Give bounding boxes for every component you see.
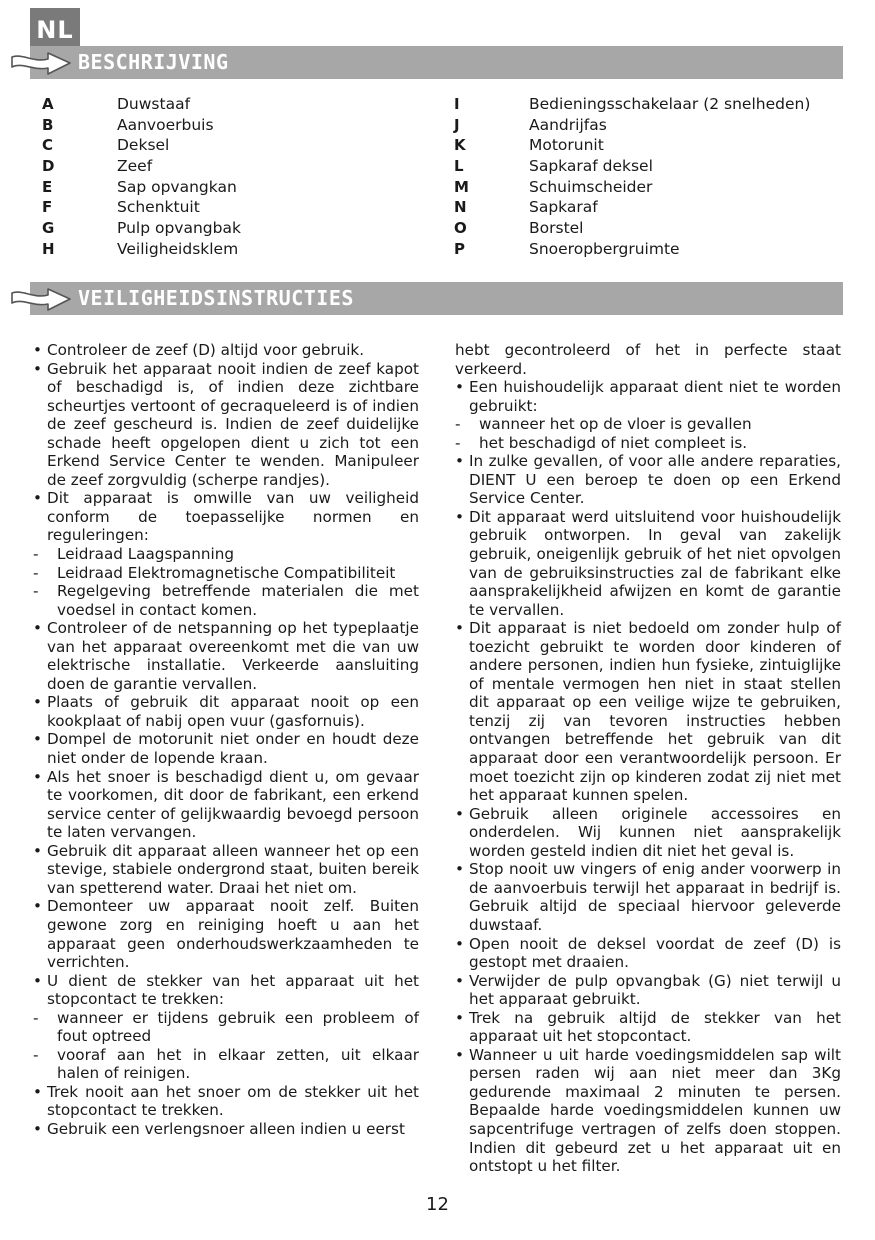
part-letter: D — [42, 157, 55, 176]
list-item: • Dit apparaat is niet bedoeld om zonder hulp of toezicht gebruikt te worden door kinderen of andere personen, indien hun fysieke, zintuiglijke of mentale vermogen hen niet in staat stellen dit apparaat op een veilige wijze te gebruiken, tenzij zij van tevoren instructies hebben ontvangen betreffende het gebruik van dit apparaat door een verantwoordelijk persoon. Er moet toezicht zijn op kinderen zodat zij niet met het apparaat kunnen spelen. — [455, 619, 841, 804]
part-row — [42, 177, 422, 198]
list-item: • Gebruik het apparaat nooit indien de zeef kapot of beschadigd is, of indien deze zichtbare scheurtjes vertoont of gecraqueleerd is of indien de zeef gescheurd is. Indien de zeef duidelijke schade heeft opgelopen dient u zich tot een Erkend Service Center te wenden. Manipuleer de zeef zorgvuldig (scherpe randjes). — [33, 360, 419, 490]
list-item: • Stop nooit uw vingers of enig ander voorwerp in de aanvoerbuis terwijl het apparaat in bedrijf is. Gebruik altijd de speciaal hiervoor geleverde duwstaaf. — [455, 860, 841, 934]
list-item: • Controleer of de netspanning op het typeplaatje van het apparaat overeenkomt met die van uw elektrische installatie. Verkeerde aansluiting doen de garantie vervallen. — [33, 619, 419, 693]
dash-marker: - — [33, 582, 39, 601]
section-title: BESCHRIJVING — [78, 50, 229, 74]
part-name: Motorunit — [529, 136, 604, 155]
part-name: Duwstaaf — [117, 95, 191, 113]
sub-item — [33, 545, 419, 564]
part-row — [454, 239, 844, 260]
part-letter: B — [42, 115, 54, 134]
list-item-continued: hebt gecontroleerd of het in perfecte staat verkeerd. — [455, 341, 841, 378]
part-letter: A — [42, 95, 54, 113]
language-tab: NL — [30, 8, 80, 48]
part-name: Schenktuit — [117, 198, 200, 217]
list-item: • Dompel de motorunit niet onder en houdt deze niet onder de lopende kraan. — [33, 730, 419, 767]
part-name: Snoeropbergruimte — [529, 239, 680, 258]
dash-marker: - — [455, 415, 461, 434]
part-letter: F — [42, 198, 53, 217]
dash-marker: - — [33, 563, 39, 582]
sub-item-text: Regelgeving betreffende materialen die met voedsel in contact komen. — [57, 582, 419, 619]
section-header-description — [30, 46, 843, 79]
list-item: • Als het snoer is beschadigd dient u, om gevaar te voorkomen, dit door de fabrikant, een erkend service center of gelijkwaardig bevoegd persoon te laten vervangen. — [33, 768, 419, 842]
part-letter: C — [42, 136, 54, 155]
sub-item — [33, 1009, 419, 1046]
page-number: 12 — [426, 1194, 449, 1215]
sub-item — [455, 434, 841, 453]
part-row — [42, 218, 422, 239]
sub-item — [33, 564, 419, 583]
part-row — [454, 218, 844, 239]
list-item: • In zulke gevallen, of voor alle andere reparaties, DIENT U een beroep te doen op een Erkend Service Center. — [455, 452, 841, 508]
parts-list-right — [454, 94, 844, 260]
part-row — [42, 197, 422, 218]
sub-item — [33, 582, 419, 619]
sub-item — [455, 415, 841, 434]
part-name: Sap opvangkan — [117, 177, 237, 196]
list-item: • Een huishoudelijk apparaat dient niet te worden gebruikt: — [455, 378, 841, 415]
sub-item-text: wanneer er tijdens gebruik een probleem of fout optreed — [57, 1008, 419, 1046]
sub-item-text: Leidraad Laagspanning — [57, 545, 235, 564]
part-name: Bedieningsschakelaar (2 snelheden) — [529, 95, 811, 113]
sub-item-text: het beschadigd of niet compleet is. — [479, 433, 748, 452]
part-letter: I — [454, 95, 460, 113]
part-letter: J — [454, 115, 460, 134]
list-item: • Dit apparaat is omwille van uw veiligheid conform de toepasselijke normen en reguleringen: — [33, 489, 419, 545]
list-item: • Trek nooit aan het snoer om de stekker uit het stopcontact te trekken. — [33, 1083, 419, 1120]
part-name: Pulp opvangbak — [117, 219, 241, 238]
list-item: • Plaats of gebruik dit apparaat nooit op een kookplaat of nabij open vuur (gasfornuis). — [33, 693, 419, 730]
section-header-safety — [30, 282, 843, 315]
part-name: Borstel — [529, 219, 584, 238]
part-name: Aanvoerbuis — [117, 115, 214, 134]
list-item: • Demonteer uw apparaat nooit zelf. Buiten gewone zorg en reiniging hoeft u aan het apparaat geen onderhoudswerkzaamheden te verrichten. — [33, 897, 419, 971]
dash-marker: - — [33, 1045, 39, 1064]
part-name: Veiligheidsklem — [117, 239, 239, 258]
dash-marker: - — [33, 1008, 39, 1027]
part-row — [42, 239, 422, 260]
part-name: Deksel — [117, 136, 170, 155]
part-name: Schuimscheider — [529, 177, 653, 196]
part-letter: M — [454, 177, 469, 196]
part-name: Zeef — [117, 157, 153, 176]
list-item: • U dient de stekker van het apparaat uit het stopcontact te trekken: — [33, 972, 419, 1009]
part-name: Aandrijfas — [529, 115, 607, 134]
sub-item-text: wanneer het op de vloer is gevallen — [479, 415, 752, 434]
part-letter: N — [454, 198, 467, 217]
parts-list-left — [42, 94, 422, 260]
part-row — [454, 197, 844, 218]
part-letter: G — [42, 219, 55, 238]
part-letter: H — [42, 239, 55, 258]
sub-item-text: vooraf aan het in elkaar zetten, uit elkaar halen of reinigen. — [57, 1045, 419, 1083]
list-item: • Gebruik alleen originele accessoires en onderdelen. Wij kunnen niet aansprakelijk worden gesteld indien dit niet het geval is. — [455, 805, 841, 861]
list-item: • Gebruik dit apparaat alleen wanneer het op een stevige, stabiele ondergrond staat, buiten bereik van spetterend water. Draai het niet om. — [33, 842, 419, 898]
part-row — [454, 115, 844, 136]
arrow-icon — [8, 283, 78, 315]
part-name: Sapkaraf deksel — [529, 157, 653, 176]
part-name: Sapkaraf — [529, 198, 598, 217]
part-row — [42, 94, 422, 115]
list-item: • Open nooit de deksel voordat de zeef (D) is gestopt met draaien. — [455, 935, 841, 972]
arrow-icon — [8, 47, 78, 79]
part-row — [454, 94, 844, 115]
safety-column-left — [33, 341, 419, 1139]
part-row — [42, 115, 422, 136]
list-item: • Controleer de zeef (D) altijd voor gebruik. — [33, 341, 419, 360]
section-title: VEILIGHEIDSINSTRUCTIES — [78, 286, 354, 310]
sub-item — [33, 1046, 419, 1083]
list-item: • Verwijder de pulp opvangbak (G) niet terwijl u het apparaat gebruikt. — [455, 972, 841, 1009]
sub-item-text: Leidraad Elektromagnetische Compatibiliteit — [57, 563, 396, 582]
safety-column-right — [455, 341, 841, 1176]
part-letter: K — [454, 136, 466, 155]
part-letter: P — [454, 239, 465, 258]
part-letter: E — [42, 177, 53, 196]
list-item: • Trek na gebruik altijd de stekker van het apparaat uit het stopcontact. — [455, 1009, 841, 1046]
part-letter: O — [454, 219, 467, 238]
part-letter: L — [454, 157, 464, 176]
list-item: • Wanneer u uit harde voedingsmiddelen sap wilt persen raden wij aan niet meer dan 3Kg gedurende maximaal 2 minuten te persen. Bepaalde harde voedingsmiddelen kunnen uw sapcentrifuge vertragen of zelfs doen stoppen. Indien dit gebeurd zet u het apparaat uit en ontstopt u het filter. — [455, 1046, 841, 1176]
dash-marker: - — [33, 545, 39, 564]
list-item: • Gebruik een verlengsnoer alleen indien u eerst — [33, 1120, 419, 1139]
list-item: • Dit apparaat werd uitsluitend voor huishoudelijk gebruik ontworpen. In geval van zakelijk gebruik, oneigenlijk gebruik of het niet opvolgen van de gebruiksinstructies zal de fabrikant elke aansprakelijkheid afwijzen en komt de garantie te vervallen. — [455, 508, 841, 619]
part-row — [454, 135, 844, 156]
part-row — [42, 135, 422, 156]
part-row — [454, 177, 844, 198]
part-row — [454, 156, 844, 177]
part-row — [42, 156, 422, 177]
dash-marker: - — [455, 433, 461, 452]
